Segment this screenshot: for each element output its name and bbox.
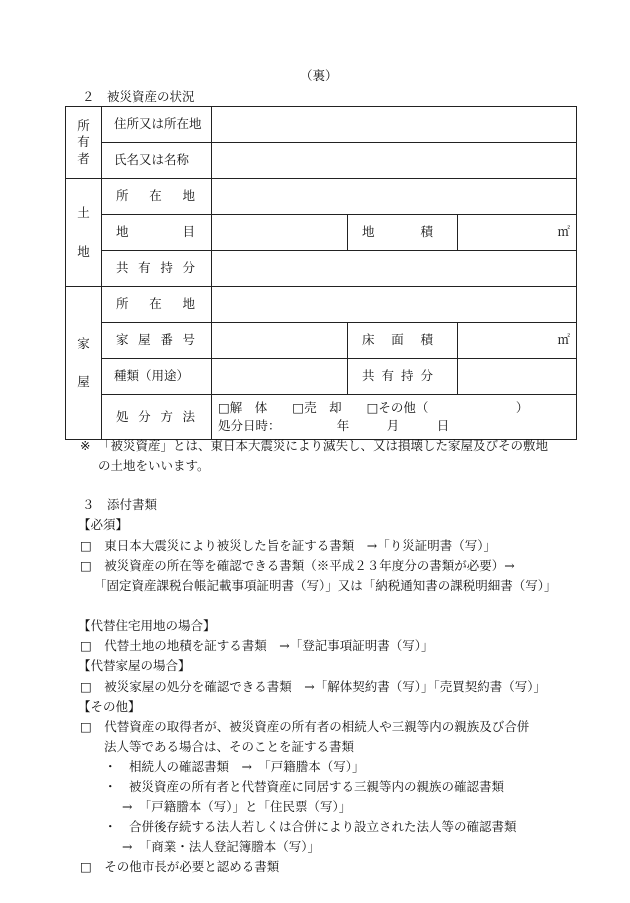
alt-land-heading: 【代替住宅用地の場合】: [78, 618, 216, 633]
house-number-field[interactable]: [212, 323, 348, 359]
owner-name-label: 氏名又は名称: [102, 143, 212, 179]
sub-item-2-cont: → 「戸籍謄本（写）」と「住民票（写）」: [122, 799, 352, 814]
section2-heading: ２ 被災資産の状況: [82, 89, 195, 104]
house-number-label-char: 号: [182, 332, 195, 348]
house-type-field[interactable]: [212, 359, 348, 395]
house-share-field[interactable]: [458, 359, 577, 395]
land-cat-char: 土: [77, 205, 90, 220]
house-share-label-char: 共: [362, 368, 375, 384]
note-mark: ※: [80, 438, 91, 453]
land-location-label-char: 在: [149, 188, 162, 204]
other-item-2[interactable]: □ その他市長が必要と認める書類: [80, 859, 280, 874]
house-share-label-char: 持: [400, 368, 414, 384]
house-share-label-char: 有: [381, 368, 394, 384]
owner-cat-char: 所: [77, 117, 90, 133]
sub-item-3-cont: → 「商業・法人登記簿謄本（写）」: [122, 839, 320, 854]
note-line1: 「被災資産」とは、東日本大震災により滅失し、又は損壊した家屋及びその敷地: [98, 438, 549, 453]
house-disposal-label-char: 処: [116, 408, 129, 424]
other-item-1-cont: 法人等である場合は、そのことを証する書類: [104, 739, 355, 754]
house-floor-area-label-char: 積: [420, 332, 433, 348]
house-type-label: 種類（用途）: [102, 359, 212, 395]
owner-address-label: 住所又は所在地: [102, 107, 212, 143]
house-disposal-label: [102, 395, 212, 440]
owner-cat-char: 有: [77, 134, 90, 150]
house-number-label-char: 家: [116, 332, 129, 348]
alt-house-heading: 【代替家屋の場合】: [78, 658, 191, 673]
page-side-label: （裏）: [300, 68, 338, 83]
house-share-label-char: 分: [420, 368, 433, 384]
house-location-label-char: 地: [182, 296, 195, 312]
owner-name-field[interactable]: [212, 143, 577, 179]
house-floor-area-label-char: 面: [391, 332, 404, 348]
land-share-label-char: 分: [182, 260, 195, 276]
house-cat-char: 屋: [77, 374, 90, 389]
house-location-label-char: 在: [149, 296, 162, 312]
required-item-1[interactable]: □ 東日本大震災により被災した旨を証する書類 →「り災証明書（写）」: [80, 538, 497, 553]
house-floor-area-field[interactable]: [458, 323, 577, 359]
land-area-label: [348, 215, 458, 251]
land-location-label: [102, 179, 212, 215]
land-cat-char: 地: [77, 243, 90, 259]
sub-item-1: ・ 相続人の確認書類 → 「戸籍謄本（写）」: [104, 759, 365, 774]
required-item-2[interactable]: □ 被災資産の所在等を確認できる書類（※平成２３年度分の書類が必要）→: [80, 558, 515, 573]
owner-cat-char: 者: [77, 150, 90, 166]
house-cat-char: 家: [77, 335, 90, 351]
house-disposal-field[interactable]: [212, 395, 577, 440]
land-location-label-char: 所: [116, 188, 129, 204]
land-category-label: [102, 215, 212, 251]
house-number-label-char: 番: [160, 332, 173, 348]
land-area-label-char: 地: [362, 224, 375, 240]
sub-item-3: ・ 合併後存続する法人若しくは合併により設立された法人等の確認書類: [104, 819, 517, 834]
house-floor-area-label-char: 床: [362, 332, 375, 348]
land-area-field[interactable]: [458, 215, 577, 251]
required-item-2-cont: 「固定資産課税台帳記載事項証明書（写）」又は「納税通知書の課税明細書（写）」: [94, 578, 557, 593]
land-share-label-char: 持: [160, 260, 173, 276]
land-area-label-char: 積: [420, 224, 433, 240]
house-disposal-label-char: 法: [182, 408, 195, 424]
land-category-field[interactable]: [212, 215, 348, 251]
land-share-field[interactable]: [212, 251, 577, 287]
house-location-label-char: 所: [116, 296, 129, 312]
house-floor-area-label: [348, 323, 458, 359]
land-category-label-char: 目: [182, 224, 195, 240]
damaged-asset-table: [65, 106, 577, 440]
section3-heading: ３ 添付書類: [82, 497, 158, 512]
land-share-label: [102, 251, 212, 287]
note-line2: の土地をいいます。: [98, 458, 210, 473]
land-share-label-char: 共: [116, 260, 129, 276]
house-category: [66, 287, 102, 440]
alt-land-item[interactable]: □ 代替土地の地積を証する書類 →「登記事項証明書（写）」: [80, 638, 434, 653]
house-disposal-label-char: 分: [138, 408, 151, 424]
house-number-label-char: 屋: [138, 332, 151, 348]
land-share-label-char: 有: [138, 260, 151, 276]
house-disposal-label-char: 方: [160, 408, 173, 424]
house-floor-area-unit: ㎡: [557, 332, 571, 348]
sub-item-2: ・ 被災資産の所有者と代替資産に同居する三親等内の親族の確認書類: [104, 779, 505, 794]
land-location-label-char: 地: [182, 188, 195, 204]
alt-house-item[interactable]: □ 被災家屋の処分を確認できる書類 →「解体契約書（写）」「売買契約書（写）」: [80, 679, 547, 694]
land-area-unit: ㎡: [557, 224, 571, 240]
other-heading: 【その他】: [78, 699, 141, 714]
other-item-1[interactable]: □ 代替資産の取得者が、被災資産の所有者の相続人や三親等内の親族及び合併: [80, 719, 530, 734]
required-heading: 【必須】: [78, 517, 129, 532]
house-location-label: [102, 287, 212, 323]
house-location-field[interactable]: [212, 287, 577, 323]
owner-address-field[interactable]: [212, 107, 577, 143]
house-number-label: [102, 323, 212, 359]
land-location-field[interactable]: [212, 179, 577, 215]
land-category: [66, 179, 102, 287]
disposal-date-line: 処分日時： 年 月 日: [218, 418, 450, 433]
land-category-label-char: 地: [116, 224, 129, 240]
disposal-options-line[interactable]: □解 体 □売 却 □その他（ ）: [218, 400, 529, 415]
house-share-label: [348, 359, 458, 395]
owner-category: [66, 107, 102, 179]
